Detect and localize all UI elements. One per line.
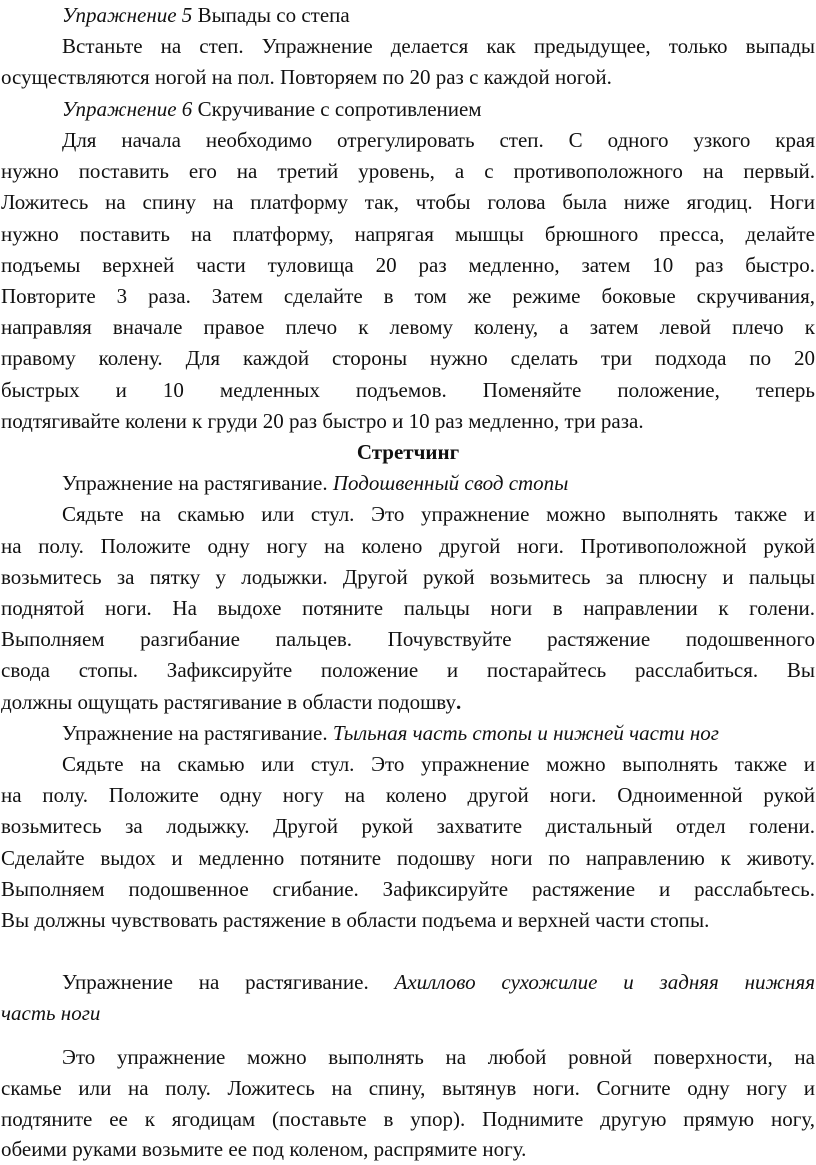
paragraph-line: нужно поставить его на третий уровень, а с противоположного на первый. xyxy=(1,159,815,183)
stretch3-heading xyxy=(1,967,815,998)
paragraph-line: подтягивайте колени к груди 20 раз быстро и 10 раз медленно, три раза. xyxy=(1,409,644,433)
paragraph-line: осуществляются ногой на пол. Повторяем по 20 раз с каждой ногой. xyxy=(1,65,612,89)
paragraph-line: Это упражнение можно выполнять на любой ровной поверхности, на xyxy=(62,1045,815,1069)
ex5-label: Упражнение 5 xyxy=(62,3,193,27)
stretch3-prefix: Упражнение на растягивание. xyxy=(62,970,395,994)
stretch1-last-punct: . xyxy=(455,690,462,714)
paragraph-line: Сядьте на скамью или стул. Это упражнение можно выполнять также и xyxy=(62,502,815,526)
paragraph-line: Сделайте выдох и медленно потяните подошву ноги по направлению к животу. xyxy=(1,846,815,870)
paragraph-line: подъемы верхней части туловища 20 раз медленно, затем 10 раз быстро. xyxy=(1,253,815,277)
paragraph-line: на полу. Положите одну ногу на колено другой ноги. Одноименной рукой xyxy=(1,783,815,807)
paragraph-line: возьмитесь за пятку у лодыжки. Другой рукой возьмитесь за плюсну и пальцы xyxy=(1,565,815,589)
ex6-label: Упражнение 6 xyxy=(62,97,193,121)
stretch1-title: Подошвенный свод стопы xyxy=(332,471,569,495)
stretch3-title-line2: часть ноги xyxy=(1,1001,101,1025)
stretch3-heading-cont xyxy=(1,998,815,1029)
paragraph-line: Выполняем разгибание пальцев. Почувствуйте растяжение подошвенного xyxy=(1,627,815,651)
ex5-title: Выпады со степа xyxy=(192,3,350,27)
paragraph-line: Ложитесь на спину на платформу так, чтобы голова была ниже ягодиц. Ноги xyxy=(1,190,815,214)
ex6-heading xyxy=(1,94,815,125)
paragraph-line: правому колену. Для каждой стороны нужно сделать три подхода по 20 xyxy=(1,346,815,370)
stretch3-title-line1: Ахиллово сухожилие и задняя нижняя xyxy=(394,970,815,994)
paragraph-line: свода стопы. Зафиксируйте положение и постарайтесь расслабиться. Вы xyxy=(1,658,815,682)
paragraph-line-last xyxy=(1,687,815,718)
paragraph-line: возьмитесь за лодыжку. Другой рукой захватите дистальный отдел голени. xyxy=(1,814,815,838)
ex5-heading xyxy=(1,0,815,31)
paragraph-line: нужно поставить на платформу, напрягая мышцы брюшного пресса, делайте xyxy=(1,222,815,246)
paragraph-line: скамье или на полу. Ложитесь на спину, вытянув ноги. Согните одну ногу и xyxy=(1,1076,815,1100)
paragraph-line: поднятой ноги. На выдохе потяните пальцы ноги в направлении к голени. xyxy=(1,596,815,620)
paragraph-line: Вы должны чувствовать растяжение в области подъема и верхней части стопы. xyxy=(1,908,710,932)
paragraph-line: Выполняем подошвенное сгибание. Зафиксируйте растяжение и расслабьтесь. xyxy=(1,877,815,901)
paragraph-line: обеими руками возьмите ее под коленом, распрямите ногу. xyxy=(1,1137,527,1161)
stretch1-prefix: Упражнение на растягивание. xyxy=(62,471,333,495)
paragraph-line: направляя вначале правое плечо к левому колену, а затем левой плечо к xyxy=(1,315,815,339)
ex6-title: Скручивание с сопротивлением xyxy=(192,97,482,121)
stretch2-title: Тыльная часть стопы и нижней части ног xyxy=(332,721,719,745)
stretch2-heading xyxy=(1,718,815,749)
paragraph-line: быстрых и 10 медленных подъемов. Поменяйте положение, теперь xyxy=(1,378,815,402)
paragraph-line: Встаньте на степ. Упражнение делается как предыдущее, только выпады xyxy=(62,34,815,58)
stretch1-last-text: должны ощущать растягивание в области подошву xyxy=(1,690,456,714)
stretch2-prefix: Упражнение на растягивание. xyxy=(62,721,333,745)
paragraph-line: подтяните ее к ягодицам (поставьте в упор). Поднимите другую прямую ногу, xyxy=(1,1107,815,1131)
paragraph-line: Повторите 3 раза. Затем сделайте в том же режиме боковые скручивания, xyxy=(1,284,815,308)
stretch1-heading xyxy=(1,468,815,499)
paragraph-line: на полу. Положите одну ногу на колено другой ноги. Противоположной рукой xyxy=(1,534,815,558)
section-heading: Стретчинг xyxy=(356,440,460,464)
paragraph-line: Сядьте на скамью или стул. Это упражнение можно выполнять также и xyxy=(62,752,815,776)
paragraph-line: Для начала необходимо отрегулировать степ. С одного узкого края xyxy=(62,128,815,152)
